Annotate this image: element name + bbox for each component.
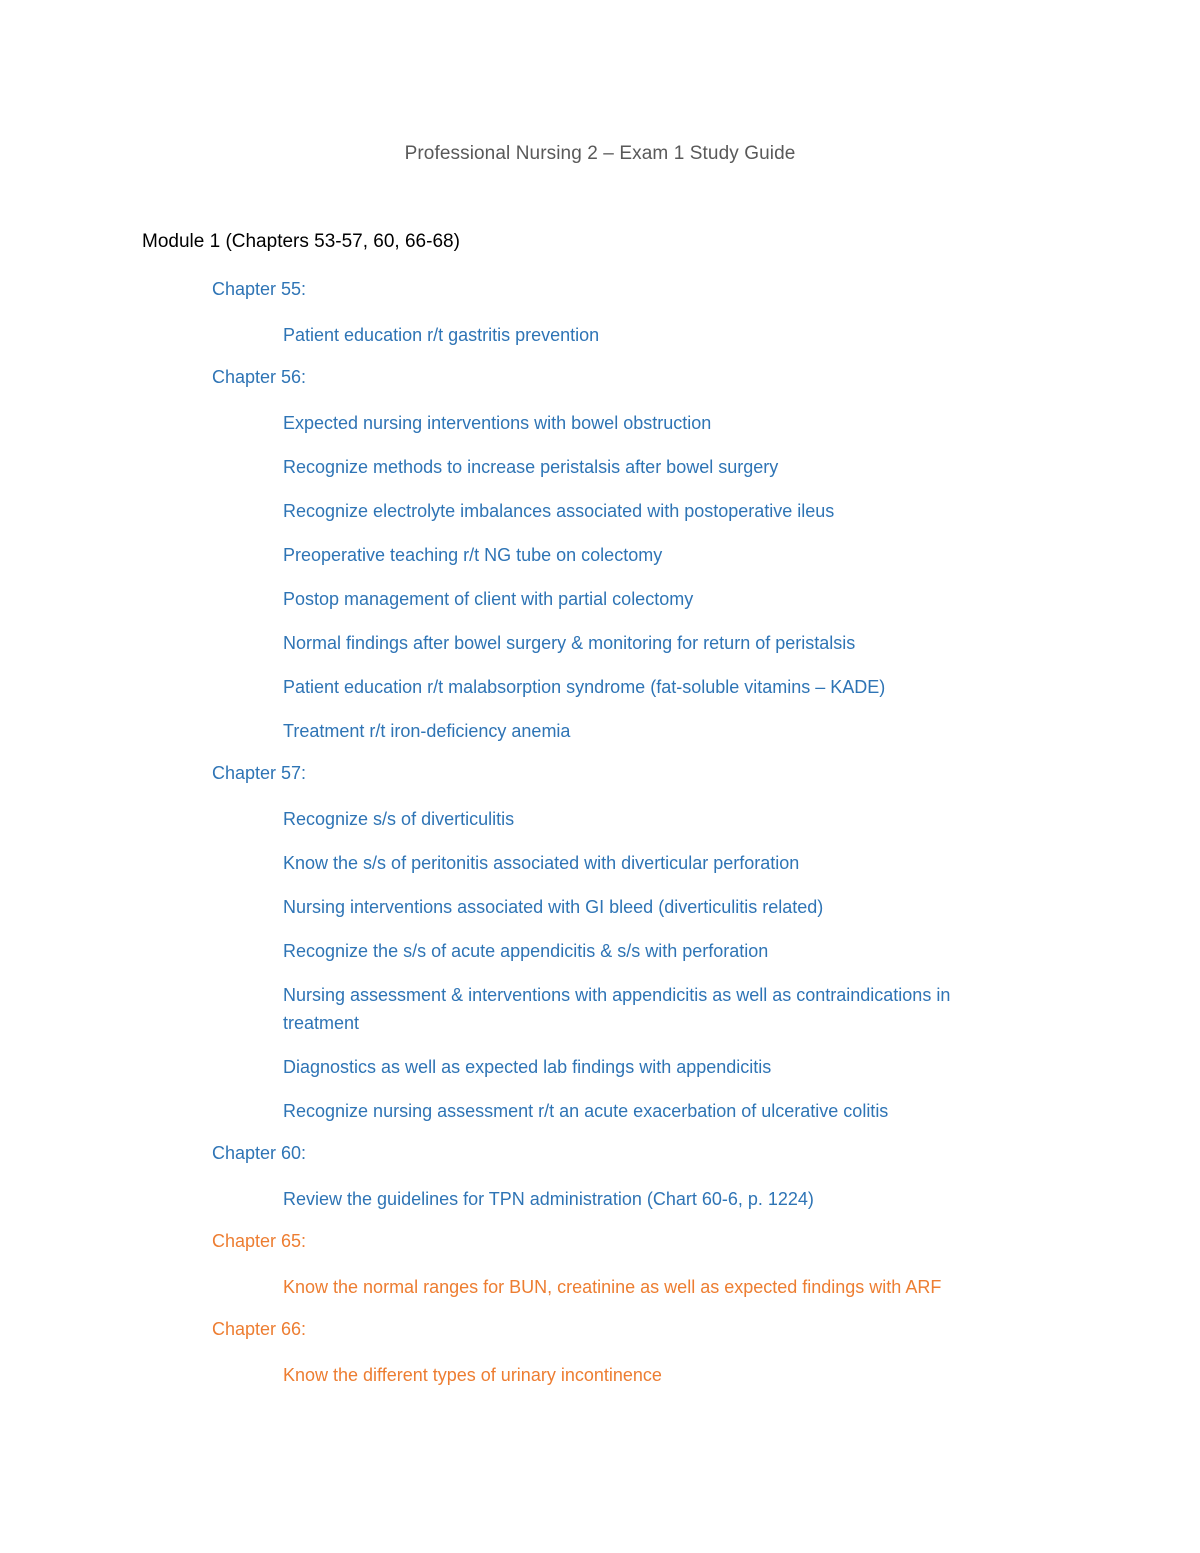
study-item: Review the guidelines for TPN administration (Chart 60-6, p. 1224) (283, 1189, 814, 1209)
study-item: Recognize methods to increase peristalsis after bowel surgery (283, 457, 779, 477)
chapter-heading: Chapter 56: (212, 367, 307, 387)
chapter-heading: Chapter 57: (212, 763, 307, 783)
study-item: Nursing assessment & interventions with appendicitis as well as contraindications in treatment (283, 985, 951, 1033)
study-item: Recognize nursing assessment r/t an acute exacerbation of ulcerative colitis (283, 1101, 889, 1121)
study-item: Normal findings after bowel surgery & monitoring for return of peristalsis (283, 633, 856, 653)
study-item: Patient education r/t malabsorption syndrome (fat-soluble vitamins – KADE) (283, 677, 886, 697)
study-item: Recognize s/s of diverticulitis (283, 809, 515, 829)
study-item: Know the s/s of peritonitis associated with diverticular perforation (283, 853, 800, 873)
study-item: Diagnostics as well as expected lab findings with appendicitis (283, 1057, 772, 1077)
chapter-heading: Chapter 65: (212, 1231, 307, 1251)
study-item: Postop management of client with partial colectomy (283, 589, 694, 609)
chapter-heading: Chapter 60: (212, 1143, 307, 1163)
study-item: Know the normal ranges for BUN, creatinine as well as expected findings with ARF (283, 1277, 942, 1297)
study-item: Treatment r/t iron-deficiency anemia (283, 721, 571, 741)
study-item: Recognize the s/s of acute appendicitis & s/s with perforation (283, 941, 769, 961)
chapter-heading: Chapter 55: (212, 279, 307, 299)
chapter-heading: Chapter 66: (212, 1319, 307, 1339)
study-item: Recognize electrolyte imbalances associated with postoperative ileus (283, 501, 835, 521)
chapter-list (0, 277, 1200, 1405)
study-item: Expected nursing interventions with bowel obstruction (283, 413, 712, 433)
study-item: Preoperative teaching r/t NG tube on colectomy (283, 545, 663, 565)
study-item: Patient education r/t gastritis prevention (283, 325, 600, 345)
module-heading: Module 1 (Chapters 53-57, 60, 66-68) (142, 231, 460, 252)
study-item: Nursing interventions associated with GI bleed (diverticulitis related) (283, 897, 824, 917)
document-title: Professional Nursing 2 – Exam 1 Study Guide (404, 143, 796, 164)
study-item: Know the different types of urinary incontinence (283, 1365, 662, 1385)
